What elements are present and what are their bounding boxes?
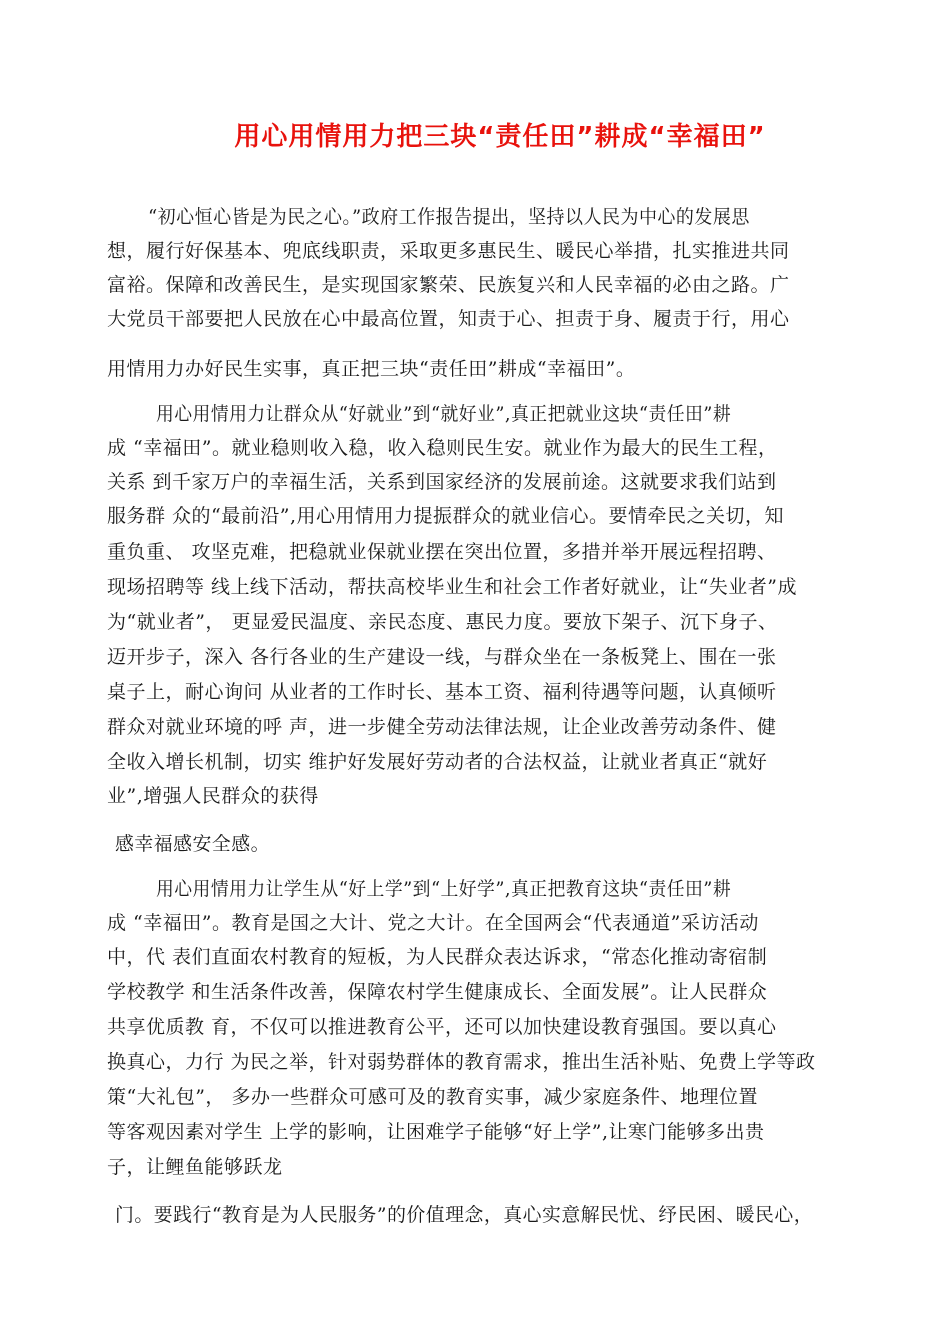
body-line: 全收入增长机制，切实 维护好发展好劳动者的合法权益，让就业者真正“就好: [107, 751, 768, 773]
body-line: 迈开步子，深入 各行各业的生产建设一线，与群众坐在一条板凳上、围在一张: [107, 646, 777, 668]
body-line: 为“就业者”， 更显爱民温度、亲民态度、惠民力度。要放下架子、沉下身子、: [107, 611, 778, 633]
body-line: 服务群 众的“最前沿”,用心用情用力提振群众的就业信心。要情牵民之关切，知: [107, 505, 785, 527]
body-line: 想，履行好保基本、兜底线职责，采取更多惠民生、暖民心举措，扎实推进共同: [107, 240, 790, 262]
body-line: “初心恒心皆是为民之心。”政府工作报告提出，坚持以人民为中心的发展思: [148, 206, 750, 228]
body-line: 门。要践行“教育是为人民服务”的价值理念，真心实意解民忧、纾民困、暖民心，: [115, 1204, 814, 1226]
body-line: 用心用情用力让群众从“好就业”到“就好业”,真正把就业这块“责任田”耕: [156, 403, 732, 425]
body-line: 成 “幸福田”。就业稳则收入稳，收入稳则民生安。就业作为最大的民生工程，: [107, 437, 778, 459]
body-line: 成 “幸福田”。教育是国之大计、党之大计。在全国两会“代表通道”采访活动: [107, 912, 759, 934]
body-line: 关系 到千家万户的幸福生活，关系到国家经济的发展前途。这就要求我们站到: [107, 471, 777, 493]
body-line: 学校教学 和生活条件改善，保障农村学生健康成长、全面发展”。让人民群众: [107, 981, 768, 1003]
body-line: 中，代 表们直面农村教育的短板，为人民群众表达诉求，“常态化推动寄宿制: [107, 946, 768, 968]
body-line: 现场招聘等 线上线下活动，帮扶高校毕业生和社会工作者好就业，让“失业者”成: [107, 576, 797, 598]
body-line: 子，让鲤鱼能够跃龙: [107, 1156, 283, 1178]
body-line: 等客观因素对学生 上学的影响，让困难学子能够“好上学”,让寒门能够多出贵: [107, 1121, 765, 1143]
body-line: 富裕。保障和改善民生，是实现国家繁荣、民族复兴和人民幸福的必由之路。广: [107, 274, 790, 296]
body-line: 感幸福感安全感。: [115, 833, 270, 855]
document-title: 用心用情用力把三块“责任田”耕成“幸福田”: [234, 122, 766, 152]
body-line: 群众对就业环境的呼 声，进一步健全劳动法律法规，让企业改善劳动条件、健: [107, 716, 777, 738]
body-line: 用情用力办好民生实事，真正把三块“责任田”耕成“幸福田”。: [107, 358, 636, 380]
body-line: 大党员干部要把人民放在心中最高位置，知责于心、担责于身、履责于行，用心: [107, 308, 790, 330]
body-line: 业”,增强人民群众的获得: [107, 785, 319, 807]
body-line: 重负重、 攻坚克难，把稳就业保就业摆在突出位置，多措并举开展远程招聘、: [107, 541, 777, 563]
body-line: 桌子上，耐心询问 从业者的工作时长、基本工资、福利待遇等问题，认真倾听: [107, 681, 777, 703]
body-line: 共享优质教 育，不仅可以推进教育公平，还可以加快建设教育强国。要以真心: [107, 1016, 777, 1038]
body-line: 换真心，力行 为民之举，针对弱势群体的教育需求，推出生活补贴、免费上学等政: [107, 1051, 816, 1073]
body-line: 用心用情用力让学生从“好上学”到“上好学”,真正把教育这块“责任田”耕: [156, 878, 732, 900]
body-line: 策“大礼包”， 多办一些群众可感可及的教育实事，减少家庭条件、地理位置: [107, 1086, 758, 1108]
